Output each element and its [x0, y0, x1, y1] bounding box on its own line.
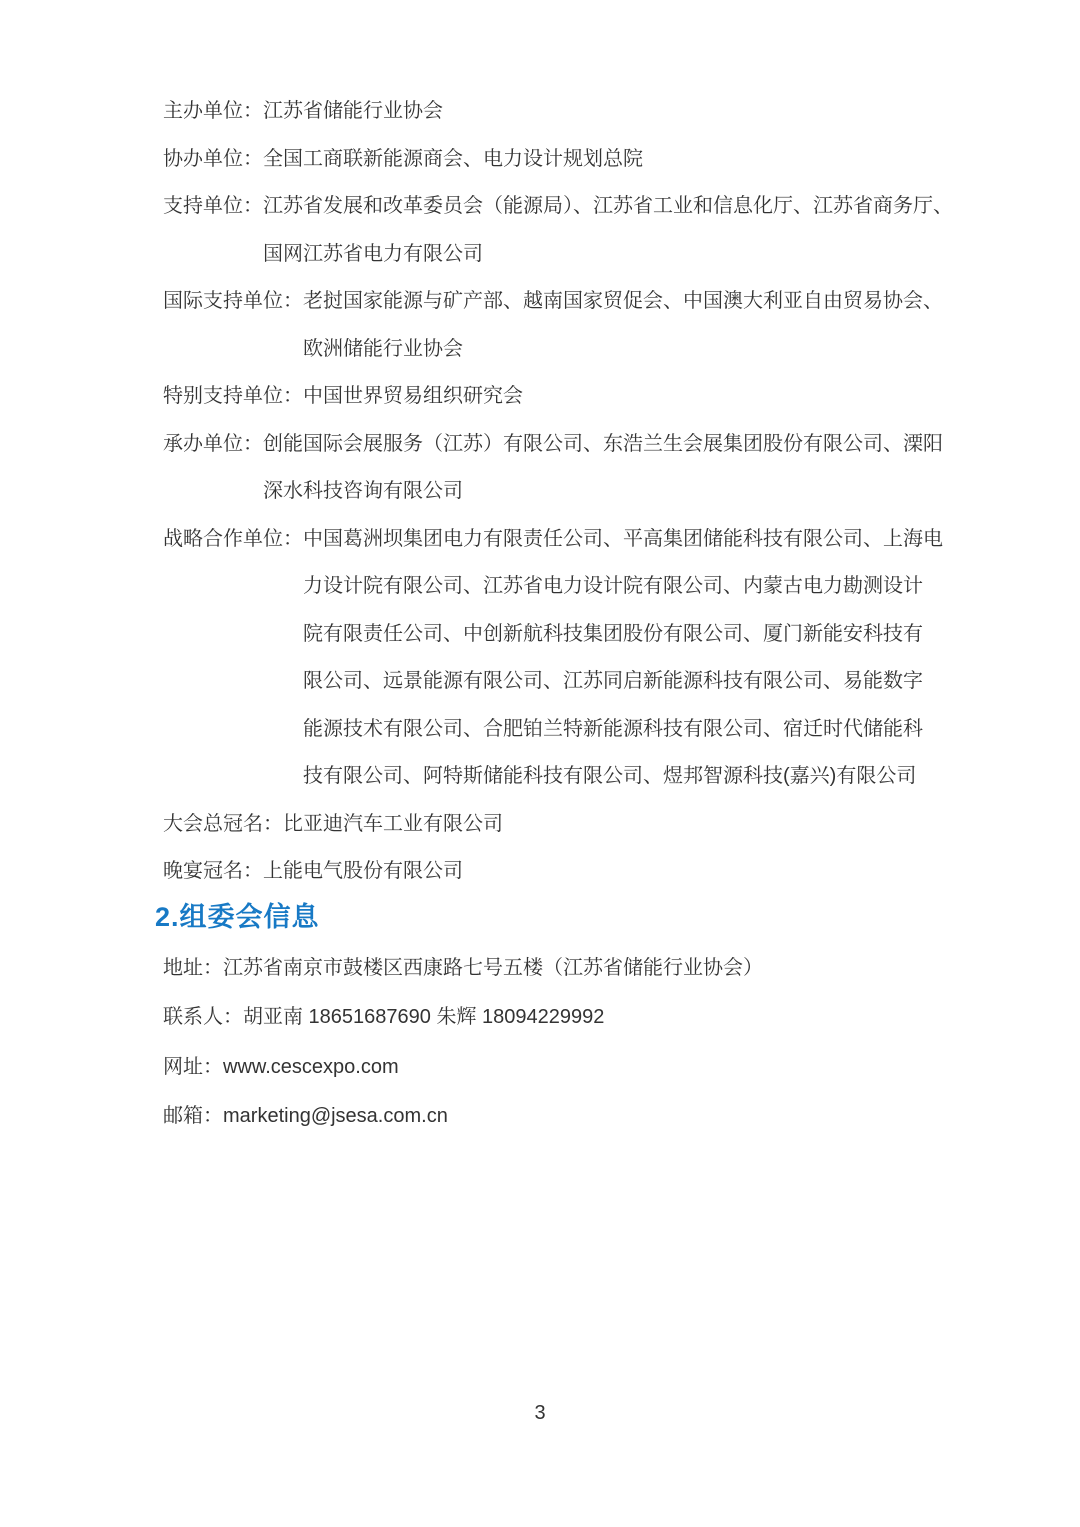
entry-banquet-sponsor [163, 848, 1040, 896]
entry-international-supporter-lines [303, 278, 943, 373]
contact-person-row [163, 993, 1040, 1043]
entry-supporter-label: 支持单位： [163, 195, 263, 217]
entry-line: 欧洲储能行业协会 [303, 337, 463, 360]
contact-website-label: 网址： [163, 1055, 223, 1078]
entry-special-supporter [163, 373, 1040, 421]
entry-supporter-lines [263, 183, 953, 278]
entry-supporter [163, 183, 1040, 278]
section-heading-committee-info: 2.组委会信息 [155, 901, 320, 932]
entry-undertaker-label: 承办单位： [163, 432, 263, 455]
entry-strategic-partner [163, 516, 1040, 801]
contact-website-value: www.cescexpo.com [223, 1055, 399, 1078]
entry-undertaker [163, 421, 1040, 516]
committee-contact-block [163, 944, 1040, 1142]
contact-address-lines [223, 944, 763, 994]
entry-line: 创能国际会展服务（江苏）有限公司、东浩兰生会展集团股份有限公司、溧阳 [263, 432, 943, 455]
entry-banquet-sponsor-lines [263, 848, 463, 896]
entry-co-organizer-lines [263, 136, 643, 184]
entry-line: 国网江苏省电力有限公司 [263, 242, 483, 265]
page-number: 3 [534, 1402, 546, 1424]
contact-email-lines [223, 1092, 448, 1142]
entry-special-supporter-label: 特别支持单位： [163, 385, 303, 407]
entry-strategic-partner-label: 战略合作单位： [163, 527, 303, 550]
entry-line: 比亚迪汽车工业有限公司 [283, 812, 503, 835]
entry-line: 中国葛洲坝集团电力有限责任公司、平高集团储能科技有限公司、上海电 [303, 527, 943, 550]
contact-address-label: 地址： [163, 956, 223, 979]
entry-line: 技有限公司、阿特斯储能科技有限公司、煜邦智源科技(嘉兴)有限公司 [303, 765, 917, 787]
entry-line: 江苏省发展和改革委员会（能源局）、江苏省工业和信息化厅、江苏省商务厅、 [263, 195, 953, 217]
entry-title-sponsor-lines [283, 801, 503, 849]
entry-strategic-partner-lines [303, 516, 943, 801]
entry-host-label: 主办单位： [163, 100, 263, 122]
entry-co-organizer [163, 136, 1040, 184]
entry-line: 院有限责任公司、中创新航科技集团股份有限公司、厦门新能安科技有 [303, 622, 923, 645]
entry-line: 中国世界贸易组织研究会 [303, 385, 523, 407]
entry-international-supporter-label: 国际支持单位： [163, 290, 303, 312]
entry-line: 力设计院有限公司、江苏省电力设计院有限公司、内蒙古电力勘测设计 [303, 575, 923, 597]
contact-person-value: 胡亚南 18651687690 朱辉 18094229992 [243, 1006, 605, 1028]
entry-special-supporter-lines [303, 373, 523, 421]
document-content [155, 88, 1040, 1142]
entry-line: 能源技术有限公司、合肥铂兰特新能源科技有限公司、宿迁时代储能科 [303, 717, 923, 740]
entry-co-organizer-label: 协办单位： [163, 147, 263, 170]
entry-line: 上能电气股份有限公司 [263, 860, 463, 882]
entry-line: 江苏省储能行业协会 [263, 100, 443, 122]
contact-email-value: marketing@jsesa.com.cn [223, 1105, 448, 1127]
entry-title-sponsor-label: 大会总冠名： [163, 812, 283, 835]
contact-email-label: 邮箱： [163, 1105, 223, 1127]
entry-title-sponsor [163, 801, 1040, 849]
contact-address-row [163, 944, 1040, 994]
contact-email-row [163, 1092, 1040, 1142]
entry-host [163, 88, 1040, 136]
entry-international-supporter [163, 278, 1040, 373]
entry-undertaker-lines [263, 421, 943, 516]
entry-line: 限公司、远景能源有限公司、江苏同启新能源科技有限公司、易能数字 [303, 670, 923, 692]
contact-person-lines [243, 993, 604, 1043]
entry-host-lines [263, 88, 443, 136]
contact-person-label: 联系人： [163, 1006, 243, 1028]
entry-banquet-sponsor-label: 晚宴冠名： [163, 860, 263, 882]
entry-line: 老挝国家能源与矿产部、越南国家贸促会、中国澳大利亚自由贸易协会、 [303, 290, 943, 312]
entry-line: 深水科技咨询有限公司 [263, 480, 463, 502]
entry-line: 全国工商联新能源商会、电力设计规划总院 [263, 147, 643, 170]
contact-website-lines [223, 1043, 399, 1093]
contact-address-value: 江苏省南京市鼓楼区西康路七号五楼（江苏省储能行业协会） [223, 956, 763, 979]
contact-website-row [163, 1043, 1040, 1093]
